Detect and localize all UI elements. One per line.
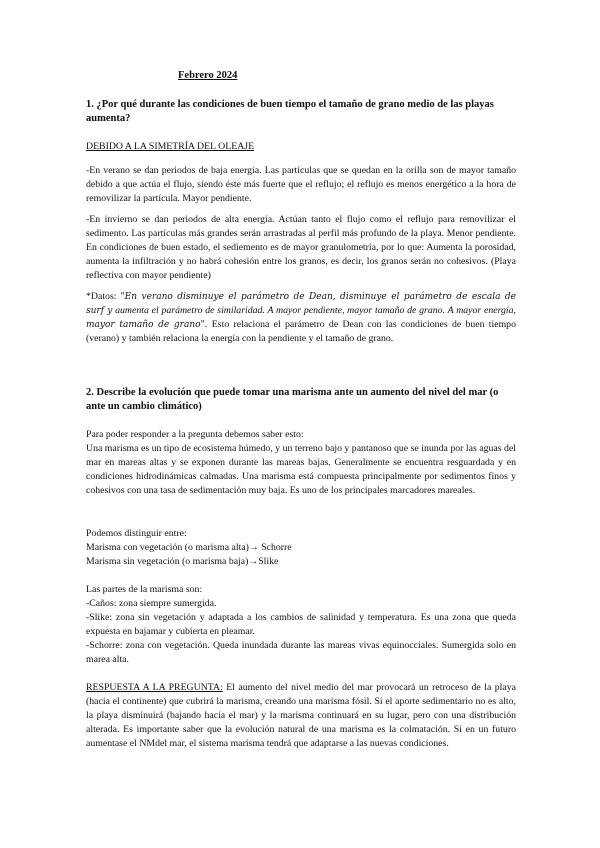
q1-paragraph-winter: -En invierno se dan periodos de alta energía. Actúan tanto el flujo como el reflujo para removilizar el sedimento. Las partículas más grandes serán arrastradas al perfil más profundo de la playa. Menor pendiente. En condiciones de buen estado, el sediemento es de mayor granulometría, por lo que: Aumenta la porosidad, aumenta la infiltración y no habrá cohesión entre los granos, es decir, los granos serán no cohesivos. (Playa reflectiva con mayor pendiente) (86, 214, 516, 281)
q2-answer (86, 681, 516, 751)
answer-text: El aumento del nivel medio del mar provocará un retroceso de la playa (hacia el continente) que cubrirá la marisma, creando una marisma fósil. Si el aporte sedimentario no es alto, la playa disminuirá (bajando hacia el mar) y la marisma continuará en su lugar, pero con una distribución alterada. Es importante saber que la evolución natural de una marisma es la colmatación. Si en un futuro aumentase el NMdel mar, el sistema marisma tendrá que adaptarse a las nuevas condiciones. (86, 682, 516, 749)
datos-label: *Datos: (86, 291, 117, 302)
q1-paragraph-summer: -En verano se dan periodos de baja energía. Las partículas que se quedan en la orilla son de mayor tamaño debido a que actúa el flujo, siendo éste más fuerte que el reflujo; el reflujo es menos energético a la hora de removilizar la partícula. Mayor pendiente. (86, 165, 516, 204)
datos-handwritten-1: "En verano disminuye el parámetro de Dean, disminuye el parámetro de escala de surf y (86, 292, 516, 316)
q2-type-schorre: Marisma con vegetación (o marisma alta)→ Schorre (86, 542, 292, 553)
q2-part-canos: -Caños: zona siempre sumergida. (86, 598, 217, 609)
q2-part-schorre: -Schorre: zona con vegetación. Queda inundada durante las mareas vivas equinocciales. Sumergida solo en marea alta. (86, 640, 516, 665)
datos-rest: Esto relaciona el parámetro de Dean con las condiciones de buen tiempo (verano) y también relaciona la energía con la pendiente y el tamaño de grano. (86, 319, 516, 344)
question-1: 1. ¿Por qué durante las condiciones de buen tiempo el tamaño de grano medio de las playas aumenta? (86, 99, 494, 124)
q1-heading: DEBIDO A LA SIMETRÍA DEL OLEAJE (86, 141, 255, 152)
datos-handwritten-2: mayor tamaño de grano". (86, 320, 208, 330)
q2-definition: Una marisma es un tipo de ecosistema húmedo, y un terreno bajo y pantanoso que se inunda por las aguas del mar en mareas altas y se exponen durante las mareas bajas. Generalmente se encuentra resguardada y en condiciones hidrodinámicas calmadas. Una marisma está compuesta principalmente por sedimentos finos y cohesivos con una tasa de sedimentación muy baja. Es uno de los principales marcadores mareales. (86, 443, 516, 496)
q2-type-slike: Marisma sin vegetación (o marisma baja)→Slike (86, 556, 279, 567)
answer-label: RESPUESTA A LA PREGUNTA: (86, 682, 223, 693)
question-2: 2. Describe la evolución que puede tomar una marisma ante un aumento del nivel del mar (o ante un cambio climático) (86, 387, 499, 412)
q2-part-slike: -Slike: zona sin vegetación y adaptada a los cambios de salinidad y temperatura. Es una zona que queda expuesta en bajamar y cubierta en pleamar. (86, 612, 516, 637)
q2-parts-title: Las partes de la marisma son: (86, 584, 203, 595)
q2-distinguish: Podemos distinguir entre: (86, 528, 187, 539)
q2-intro: Para poder responder a la pregunta debemos saber esto: (86, 429, 304, 440)
datos-italic: aumenta el parámetro de similaridad. A mayor pendiente, mayor tamaño de grano. A mayor energía, (115, 305, 517, 316)
page-title: Febrero 2024 (178, 70, 238, 81)
q1-datos (86, 290, 516, 346)
